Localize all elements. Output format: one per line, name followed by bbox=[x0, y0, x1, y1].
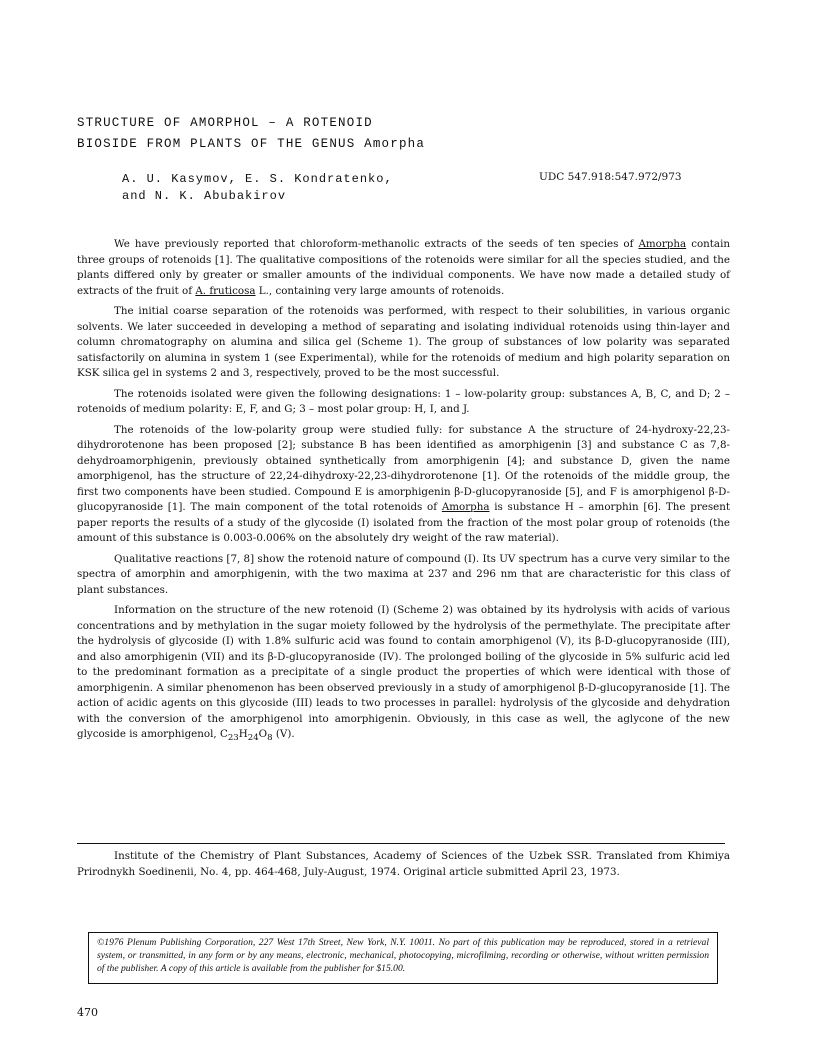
genus-name: Amorpha bbox=[638, 238, 687, 250]
institute-text: Institute of the Chemistry of Plant Substances, Academy of Sciences of the Uzbek SSR. Translated from Khimiya Prirodnykh Soedinenii, No. 4, pp. 464-468, July-August, 1974. Original article submitted April 23, 1973. bbox=[77, 850, 730, 878]
genus-name: Amorpha bbox=[441, 501, 490, 513]
article-title bbox=[77, 113, 737, 155]
species-name: A. fruticosa bbox=[195, 284, 256, 297]
author-list bbox=[122, 171, 393, 205]
paragraph-5: Qualitative reactions [7, 8] show the rotenoid nature of compound (I). Its UV spectrum has a curve very similar to the spectra of amorphin and amorphigenin, with the two maxima at 237 and 296 nm that are characteristic for this class of plant substances. bbox=[77, 552, 730, 596]
udc-classification: UDC 547.918:547.972/973 bbox=[539, 171, 682, 183]
article-title-line-2: BIOSIDE FROM PLANTS OF THE GENUS Amorpha bbox=[77, 137, 426, 151]
article-body bbox=[77, 237, 730, 752]
paragraph-4: The rotenoids of the low-polarity group were studied fully: for substance A the structure of 24-hydroxy-22,23-dihydrorotenone has been proposed [2]; substance B has been identified as amorphigenin [3] and substance C as 7,8-dehydroamorphigenin, previously obtained synthetically from amorphigenin [4]; and substance D, given the name amorphigenol, has the structure of 22,24-dihydroxy-22,23-dihydrorotenone [1]. Of the rotenoids of the middle group, the first two components have been studied. Compound E is amorphigenin β-D-glucopyranoside [5], and F is amorphigenol β-D-glucopyranoside [1]. The main component of the total rotenoids of Amorpha is substance H – amorphin [6]. The present paper reports the results of a study of the glycoside (I) isolated from the fraction of the most polar group of rotenoids (the amount of this substance is 0.003-0.006% on the absolutely dry weight of the raw material). bbox=[77, 423, 730, 544]
paragraph-2: The initial coarse separation of the rotenoids was performed, with respect to their solubilities, in various organic solvents. We later succeeded in developing a method of separating and isolating individual rotenoids using thin-layer and column chromatography on alumina and silica gel (Scheme 1). The group of substances of low polarity was separated satisfactorily on alumina in system 1 (see Experimental), while for the rotenoids of medium and high polarity separation on KSK silica gel in systems 2 and 3, respectively, proved to be the most successful. bbox=[77, 305, 730, 379]
author-line-2: and N. K. Abubakirov bbox=[122, 189, 287, 203]
article-title-line-1: STRUCTURE OF AMORPHOL – A ROTENOID bbox=[77, 116, 373, 130]
paragraph-6: Information on the structure of the new rotenoid (I) (Scheme 2) was obtained by its hydrolysis with acids of various concentrations and by methylation in the sugar moiety followed by the hydrolysis of the permethylate. The precipitate after the hydrolysis of glycoside (I) with 1.8% sulfuric acid was found to contain amorphigenol (V), its β-D-glucopyranoside (III), and also amorphigenin (VII) and its β-D-glucopyranoside (IV). The prolonged boiling of the glycoside in 5% sulfuric acid led to the predominant formation as a precipitate of a single product the properties of which were identical with those of amorphigenin. A similar phenomenon has been observed previously in a study of amorphigenol β-D-glucopyranoside [1]. The action of acidic agents on this glycoside (III) leads to two processes in parallel: hydrolysis of the glycoside and dehydration with the conversion of the amorphigenol into amorphigenin. Obviously, in this case as well, the aglycone of the new glycoside is amorphigenol, $C_{23}H_{24}O_8$ (V). bbox=[77, 604, 730, 744]
paragraph-1: We have previously reported that chloroform-methanolic extracts of the seeds of ten species of Amorpha contain three groups of rotenoids [1]. The qualitative compositions of the rotenoids were similar for all the species studied, and the plants differed only by greater or smaller amounts of the individual components. We have now made a detailed study of extracts of the fruit of A. fruticosa L., containing very large amounts of rotenoids. bbox=[77, 238, 730, 297]
author-line-1: A. U. Kasymov, E. S. Kondratenko, bbox=[122, 172, 393, 186]
institute-footnote bbox=[77, 849, 730, 880]
page-number: 470 bbox=[77, 1006, 98, 1019]
paragraph-3: The rotenoids isolated were given the following designations: 1 – low-polarity group: substances A, B, C, and D; 2 – rotenoids of medium polarity: E, F, and G; 3 – most polar group: H, I, and J. bbox=[77, 387, 730, 415]
copyright-notice: ©1976 Plenum Publishing Corporation, 227 West 17th Street, New York, N.Y. 10011. No part of this publication may be reproduced, stored in a retrieval system, or transmitted, in any form or by any means, electronic, mechanical, photocopying, microfilming, recording or otherwise, without written permission of the publisher. A copy of this article is available from the publisher for $15.00. bbox=[88, 932, 718, 984]
footnote-divider bbox=[77, 843, 725, 844]
